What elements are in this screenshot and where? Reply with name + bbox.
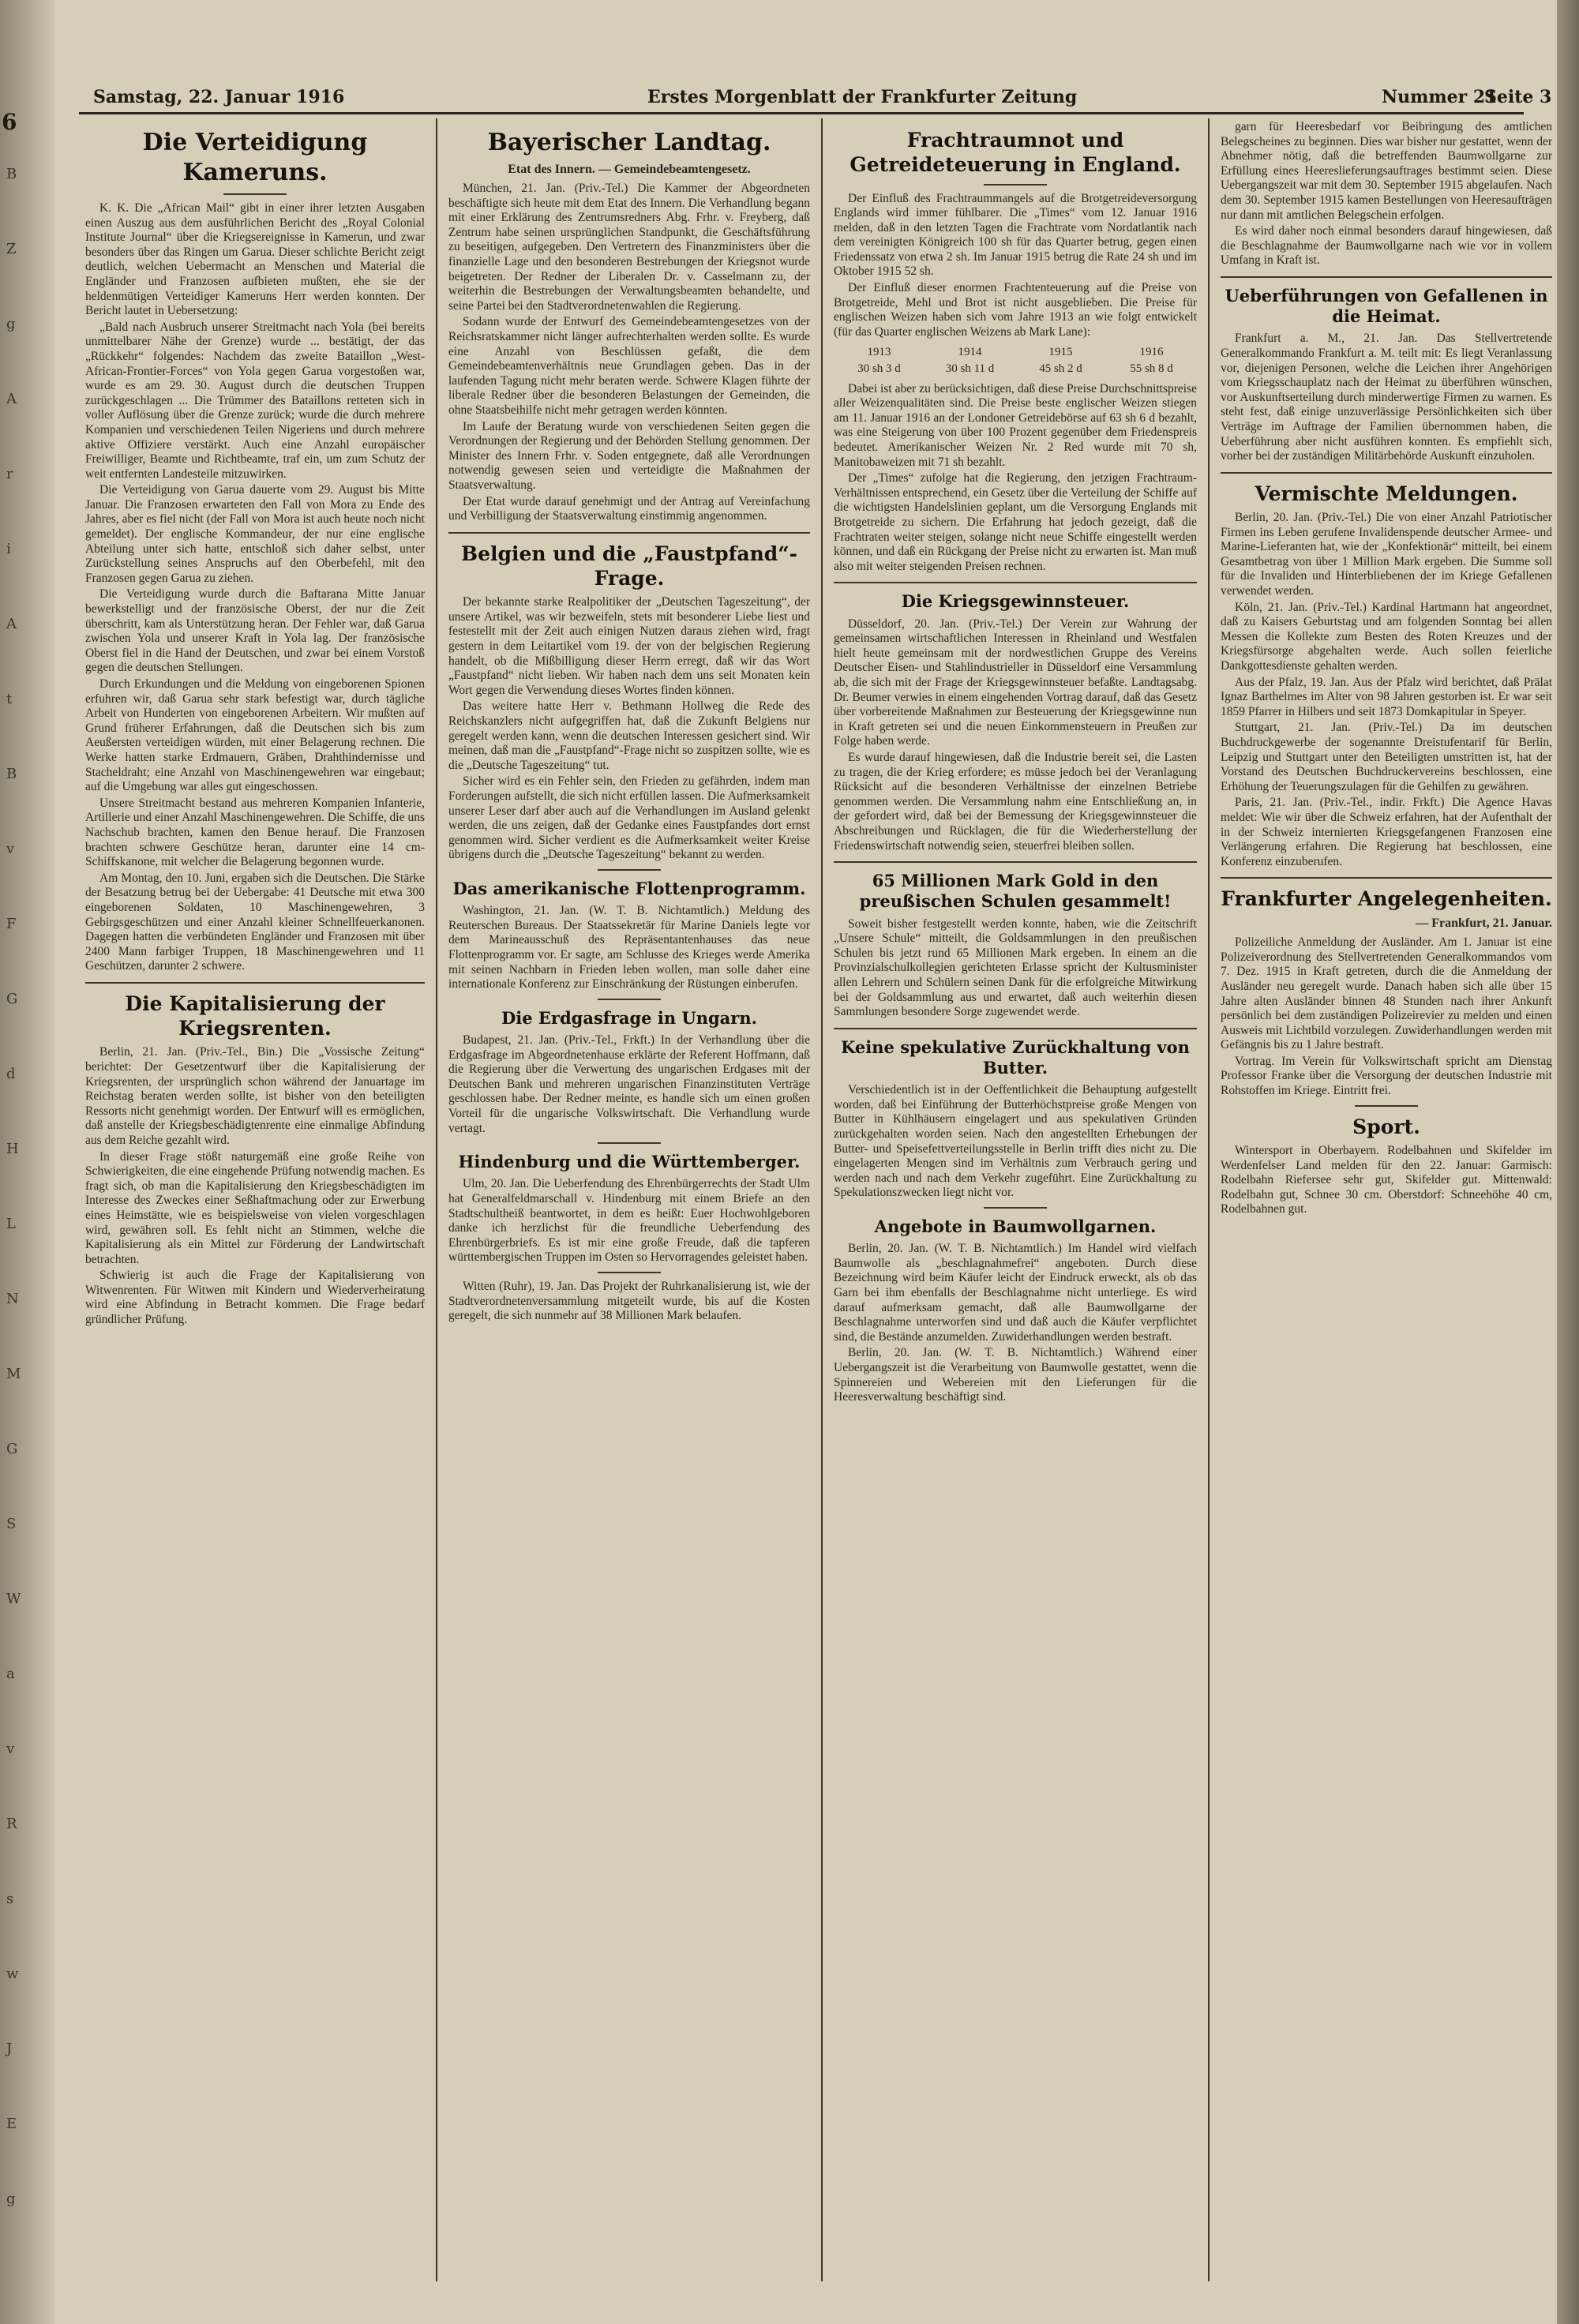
fragment-char: J (6, 2041, 13, 2057)
article-headline: 65 Millionen Mark Gold in den preußischen Schulen gesammelt! (859, 871, 1172, 912)
separator (598, 1142, 661, 1144)
separator (984, 184, 1047, 186)
paragraph: Sodann wurde der Entwurf des Gemeindebeamtengesetzes von der Reichsratskammer nicht länger aufrechterhalten werden sollte. Es wurde eine Anzahl von Beschlüssen gefaßt, die dem Gemeindebeamtenverhältnis neue Grundlagen geben. Das in der laufenden Tagung nicht mehr beraten werde. Schwere Klagen führte der liberale Redner über die besonderen Belastungen der Gemeinden, die ohne Staatsbeihilfe nicht mehr getragen werden könnten. (448, 315, 810, 417)
column-2 (448, 120, 810, 2299)
separator (85, 982, 425, 984)
column-rule (821, 118, 823, 2281)
paragraph: Die Verteidigung wurde durch die Baftarana Mitte Januar bewerkstelligt und der französische Oberst, der nur die Zeit überschritt, kam als Unterstützung heran. Der Fehler war, daß Garua zwischen Yola und unserer Kraft in Yola lag. Der französische Oberst fiel in die Hand der Deutschen, und zwar bei einem Vorstoß gegen die deutschen Stellungen. (85, 587, 425, 675)
article-body (834, 617, 1197, 854)
page-number: Seite 3 (1484, 87, 1552, 107)
article-headline: Das amerikanische Flottenprogramm. (452, 878, 806, 898)
paragraph: Aus der Pfalz, 19. Jan. Aus der Pfalz wird berichtet, daß Prälat Ignaz Barthelmes im Alter von 98 Jahren gestorben ist. Er war seit 1859 Pfarrer in Hilbers und seit 1873 Domkapitular in Speyer. (1221, 675, 1552, 718)
table-header-cell: 1913 (867, 346, 891, 359)
table-cell: 55 sh 8 d (1130, 362, 1173, 376)
article-body (448, 595, 810, 863)
paragraph: Ulm, 20. Jan. Die Ueberfendung des Ehrenbürgerrechts der Stadt Ulm hat Generalfeldmarschall v. Hindenburg mit einem Briefe an den Stadtschultheiß beantwortet, in dem es heißt: Euer Hochwohlgeboren danke ich herzlichst für die freundliche Ueberfendung des Ehrenbürgerbriefs. Es ist mir eine große Freude, daß die tapferen württembergischen Truppen im Osten so Hervorragendes geleistet haben. (448, 1177, 810, 1265)
article-headline: Frankfurter Angelegenheiten. (1221, 887, 1552, 911)
separator (598, 869, 661, 871)
paragraph: Unsere Streitmacht bestand aus mehreren Kompanien Infanterie, Artillerie und einer Anzahl Maschinengewehren. Die Schiffe, die uns Nachschub brachten, kamen den Benue herauf. Die Franzosen brachten schwere Geschütze heran, darunter eine 14 cm-Schiffskanone, mit welcher die Belagerung begonnen wurde. (85, 796, 425, 869)
article-body (1221, 332, 1552, 463)
paragraph: Berlin, 20. Jan. (W. T. B. Nichtamtlich.) Im Handel wird vielfach Baumwolle als „beschlagnahmefrei“ angeboten. Durch diese Bezeichnung wird beim Käufer leicht der Eindruck erweckt, als ob das Garn bei ihm ebenfalls der Beschlagnahme nicht unterliege. Es wird darauf aufmerksam gemacht, daß alle Baumwollgarne der Beschlagnahme unterworfen sind und daß auch die Käufer verpflichtet sind, die Bestände anzumelden. Zuwiderhandlungen werden bestraft. (834, 1242, 1197, 1344)
column-1 (85, 120, 425, 2299)
adjacent-page-number: 6 (2, 109, 17, 135)
article-body (448, 1280, 810, 1324)
separator (223, 193, 287, 195)
separator (1221, 276, 1552, 278)
article-body (448, 1177, 810, 1265)
paragraph: Der Einfluß dieser enormen Frachtenteuerung auf die Preise von Brotgetreide, Mehl und Brot ist nicht ausgeblieben. Die Preise für englischen Weizen haben sich vom Jahre 1913 an wie folgt entwickelt (für das Quarter englischen Weizens ab Mark Lane): (834, 281, 1197, 339)
paragraph: Stuttgart, 21. Jan. (Priv.-Tel.) Da im deutschen Buchdruckgewerbe der sogenannte Dreistufentarif für Berlin, Leipzig und Stuttgart unter den Beteiligten umstritten ist, hat der Vorstand des Deutschen Buchdruckervereins beschlossen, eine Erhöhung der Teuerungszulagen für die Gehilfen zu gewähren. (1221, 721, 1552, 793)
paragraph: Washington, 21. Jan. (W. T. B. Nichtamtlich.) Meldung des Reuterschen Bureaus. Der Staatssekretär für Marine Daniels legte vor dem Marineausschuß des Repräsentantenhauses das neue Flottenprogramm vor. Er sagte, am Schlusse des Krieges werde Amerika mit seinen Nachbarn in Frieden leben wollen, man solle daher eine internationale Konferenz zur Einschränkung der Rüstungen einberufen. (448, 904, 810, 991)
paragraph: Durch Erkundungen und die Meldung von eingeborenen Spionen erfuhren wir, daß Garua sehr stark befestigt war, durch tägliche Arbeit von Hunderten von eingeborenen Arbeitern. Wir mußten auf Grund früherer Erfahrungen, daß die Deutschen sich bis zum Aeußersten verteidigen würden, mit einer Belagerung rechnen. Die Werke hatten starke Erdmauern, Gräben, Drahthindernisse und Stacheldraht; eine Anzahl von Maschinengewehren war eingebaut; auf die Umgebung war alles gut eingeschossen. (85, 677, 425, 794)
paragraph: Dabei ist aber zu berücksichtigen, daß diese Preise Durchschnittspreise aller Weizenqualitäten sind. Die Preise beste englischer Weizen stiegen am 11. Januar 1916 an der Londoner Getreidebörse auf 63 sh 6 d bezahlt, was eine Steigerung von über 100 Prozent gegenüber dem Friedenspreis bedeutet. Amerikanischer Weizen Nr. 2 Red wurde mit 70 sh, Manitobaweizen mit 71 sh bezahlt. (834, 381, 1197, 469)
paragraph: Am Montag, den 10. Juni, ergaben sich die Deutschen. Die Stärke der Besatzung betrug bei der Uebergabe: 41 Deutsche mit etwa 300 eingeborenen Soldaten, 10 Maschinengewehren, 3 Gebirgsgeschützen und einer Anzahl kleiner Schnellfeuerkanonen. Dagegen hatten die verbündeten Engländer und Franzosen mit über 2400 Mann farbiger Truppen, 18 Maschinengewehren und 11 Geschützen, darunter 2 schwere. (85, 871, 425, 973)
separator (1221, 472, 1552, 474)
article-headline: Hindenburg und die Württemberger. (458, 1152, 801, 1172)
grain-price-table (834, 344, 1197, 377)
fragment-char: E (6, 2116, 17, 2132)
fragment-char: A (6, 616, 17, 632)
paragraph: Frankfurt a. M., 21. Jan. Das Stellvertretende Generalkommando Frankfurt a. M. teilt mit: Es liegt Veranlassung vor, diejenigen Personen, welche die Leichen ihrer Angehörigen vom Kriegsschauplatz nach der Heimat zu überführen wünschen, vor Auskunftserteilung durch minderwertige Firmen zu warnen. Es steht fest, daß einige unzuverlässige Persönlichkeiten sich über Verträge im Auftrage der Familien übernommen haben, die Ueberführung aber nicht ausführen konnten. Es empfiehlt sich, vorher bei der zuständigen Militärbehörde Auskunft einzuholen. (1221, 332, 1552, 463)
fragment-char: R (6, 1816, 17, 1832)
paragraph: In dieser Frage stößt naturgemäß eine große Reihe von Schwierigkeiten, die eine eingehende Prüfung notwendig machen. Es fragt sich, ob man die Kapitalisierung den Kriegsbeschädigten im Interesse des Zweckes einer Seßhaftmachung oder zur Erwerbung eines Heimstätte, wie es beispielsweise von vielen vorgeschlagen wird, gewähren soll. Es fehlt nicht an Stimmen, welche die Kapitalisierung als ein Mittel zur Förderung der Landwirtschaft betrachten. (85, 1149, 425, 1266)
fragment-char: G (6, 1441, 18, 1457)
masthead-title: Erstes Morgenblatt der Frankfurter Zeitung (647, 87, 1078, 107)
paragraph: „Bald nach Ausbruch unserer Streitmacht nach Yola (bei bereits unmittelbarer Nähe der Grenze) wurde ... bestätigt, der das „Rückkehr“ folgendes: Nachdem das zweite Bataillon „West-African-Frontier-Forces“ von Yola gegen Garua vorgestoßen war, wurde es am 29. 30. August durch die deutschen Truppen zurückgeschlagen ... Die Trümmer des Bataillons retteten sich in voller Auflösung über die Grenze zurück; wurde die durch mehrere Kompanien und verschiedenen Teilen Nigeriens und durch mehrere aktive Offiziere verstärkt. Auch eine Anzahl europäischer Freiwilliger, Beamte und Richtbeamte, traf ein, um zum Schutz der weit entfernten Landesteile mitzuwirken. (85, 320, 425, 481)
article-body (1221, 935, 1552, 1099)
article-body (834, 1242, 1197, 1405)
separator (984, 1207, 1047, 1209)
table-cell: 30 sh 11 d (945, 362, 995, 376)
header-rule (79, 112, 1524, 114)
paragraph: Der „Times“ zufolge hat die Regierung, den jetzigen Frachtraum-Verhältnissen entsprechend, ein Gesetz über die Verteilung der Schiffe auf die wichtigsten Handelslinien geplant, um die Versorgung Englands mit Brotgetreide zu sichern. Die Erfahrung hat jedoch gezeigt, daß die Frachtraten weiter steigen, solange nicht neue Schiffe eingestellt werden können, und daß ein Rückgang der Preise nicht zu erwarten ist. Man muß also mit weiter steigenden Preisen rechnen. (834, 471, 1197, 573)
paragraph: Es wird daher noch einmal besonders darauf hingewiesen, daß die Beschlagnahme der Baumwollgarne nach wie vor in vollem Umfang in Kraft ist. (1221, 224, 1552, 268)
article-body (448, 904, 810, 992)
paragraph: Wintersport in Oberbayern. Rodelbahnen und Skifelder im Werdenfelser Land melden für den 22. Januar: Garmisch: Rodelbahn Riefersee sehr gut, Skifelder gut. Mittenwald: Rodelbahn gut, Schnee 30 cm. Oberstdorf: Schneehöhe 40 cm, Rodelbahnen gut. (1221, 1143, 1552, 1216)
table-cell: 30 sh 3 d (857, 362, 901, 376)
paragraph: Verschiedentlich ist in der Oeffentlichkeit die Behauptung aufgestellt worden, daß bei Einführung der Butterhöchstpreise große Mengen von Butter in Kühlhäusern eingelagert und aus spekulativen Gründen zurückgehalten worden seien. Nach den angestellten Erhebungen der Butter- und Speisefettverteilungsstelle in Berlin trifft dies nicht zu. Die eingelagerten Mengen sind im Verhältnis zum Verbrauch gering und werden nach und nach dem Verkehr zugeführt. Eine Zurückhaltung zu Spekulationszwecken liegt nicht vor. (834, 1083, 1197, 1200)
fragment-char: G (6, 991, 18, 1007)
fragment-char: B (6, 166, 17, 182)
paragraph: Soweit bisher festgestellt werden konnte, haben, wie die Zeitschrift „Unsere Schule“ mitteilt, die Goldsammlungen in den preußischen Schulen bis jetzt rund 65 Millionen Mark ergeben. In einem an die Provinzialschulkollegien gerichteten Erlasse spricht der Kultusminister allen Lehrern und Schülern seinen Dank für die erfolgreiche Mitwirkung bei der Goldsammlung aus und erwartet, daß auch weiterhin diesen Sammlungen besondere Sorge zugewendet werde. (834, 916, 1197, 1019)
fragment-char: L (6, 1216, 16, 1232)
paragraph: Witten (Ruhr), 19. Jan. Das Projekt der Ruhrkanalisierung ist, wie der Stadtverordnetenversammlung mitgeteilt wurde, bis auf die Kosten geregelt, die sich nunmehr auf 38 Millionen Mark belaufen. (448, 1279, 810, 1323)
paragraph: Sicher wird es ein Fehler sein, den Frieden zu gefährden, indem man Forderungen aufstellt, die sich nicht erfüllen lassen. Die Aufmerksamkeit unserer Leser darf aber auch auf die Verhandlungen im Ausland gelenkt werden, die uns zeigen, daß der Gedanke eines Faustpfandes dort ernst genommen wird. Sicher verdient es die Aufmerksamkeit weiter Kreise übrigens durch die „Deutsche Tageszeitung“ bekannt zu werden. (448, 774, 810, 862)
article-dateline: — Frankfurt, 21. Januar. (1416, 916, 1552, 930)
issue-date: Samstag, 22. Januar 1916 (93, 87, 345, 107)
column-rule (1208, 118, 1210, 2281)
separator (448, 532, 810, 534)
paragraph: Die Verteidigung von Garua dauerte vom 29. August bis Mitte Januar. Die Franzosen erwarteten den Fall von Mora zu Ende des Jahres, aber es fiel nicht (der Fall von Mora ist auch heute noch nicht gemeldet). Der englische Kommandeur, der nur eine englische Abteilung unter sich hatte, entschloß sich daher selbst, unter Zurückstellung seines Anspruchs auf den Oberbefehl, mit den Franzosen gegen Garua zu ziehen. (85, 483, 425, 585)
table-cell: 45 sh 2 d (1039, 362, 1082, 376)
article-headline: Ueberführungen von Gefallenen in die Heimat. (1225, 285, 1548, 327)
paragraph: Paris, 21. Jan. (Priv.-Tel., indir. Frkft.) Die Agence Havas meldet: Wie wir über die Schweiz erfahren, hat der Aufenthalt der in der Schweiz internierten Kriegsgefangenen Franzosen eine Verlängerung erfahren. Die Regierung hat beschlossen, eine Konferenz einzuberufen. (1221, 796, 1552, 868)
issue-number: Nummer 21 (1382, 87, 1498, 107)
table-header-cell: 1916 (1139, 346, 1164, 359)
paragraph: Berlin, 20. Jan. (W. T. B. Nichtamtlich.) Während einer Uebergangszeit ist die Verarbeitung von Baumwolle gestattet, wenn die Spinnereien und Webereien mit den Lieferungen für die Heeresverwaltung beschäftigt sind. (834, 1346, 1197, 1404)
article-body (1221, 120, 1552, 268)
fragment-char: s (6, 1891, 14, 1907)
separator (598, 999, 661, 1000)
article-body (1221, 1144, 1552, 1217)
paragraph: Der bekannte starke Realpolitiker der „Deutschen Tageszeitung“, der unsere Artikel, was wir bezweifeln, stets mit besonderer Liebe liest und festestellt mit der Zeit auch einigen Nutzen daraus ziehen wird, fragt gestern in dem Leitartikel vom 19. der von der belgischen Regierung handelt, ob die Mißbilligung dieser Herrn erregt, daß wir das Wort „Faustpfand“ nicht lieben. Wir haben nach dem uns seit Monaten kein Wort gegen die Verwendung dieses Wortes finden können. (448, 595, 810, 697)
fragment-char: a (6, 1666, 15, 1682)
fragment-char: r (6, 466, 13, 482)
fragment-char: S (6, 1516, 17, 1532)
article-body (85, 201, 425, 974)
adjacent-page-fragment (0, 0, 55, 2324)
fragment-char: Z (6, 241, 17, 257)
paragraph: Budapest, 21. Jan. (Priv.-Tel., Frkft.) In der Verhandlung über die Erdgasfrage im Abgeordnetenhause erklärte der Referent Hoffmann, daß die Regierung über die Verwertung des ungarischen Erdgases mit der Deutschen Bank und mehreren ungarischen Finanzinstituten Verträge geschlossen habe. Der Redner meinte, es handle sich um einen großen Vorteil für die ungarische Volkswirtschaft. Die Verhandlung wurde vertagt. (448, 1033, 810, 1135)
separator (834, 861, 1197, 863)
article-body (834, 192, 1197, 340)
paragraph: Das weitere hatte Herr v. Bethmann Hollweg die Rede des Reichskanzlers nicht aufgegriffen hat, daß die Zukunft Belgiens nur geregelt werden kann, wenn die deutschen Interessen gesichert sind. Wir meinen, daß man die „Faustpfand“-Frage nicht so zuspitzen sollte, wie es die „Deutsche Tageszeitung“ tut. (448, 699, 810, 772)
article-headline: Belgien und die „Faustpfand“-Frage. (460, 542, 798, 590)
separator (598, 1272, 661, 1273)
fragment-char: d (6, 1066, 16, 1082)
article-headline: Die Kriegsgewinnsteuer. (901, 591, 1130, 612)
paragraph: Köln, 21. Jan. (Priv.-Tel.) Kardinal Hartmann hat angeordnet, daß zu Kaisers Geburtstag und am folgenden Sonntag bei allen Messen die Kollekte zum Besten des Roten Kreuzes und der Kriegsfürsorge abgehalten werde. Auch sollen feierliche Dankgottesdienste gehalten werden. (1221, 600, 1552, 673)
separator (834, 1028, 1197, 1029)
paragraph: Vortrag. Im Verein für Volkswirtschaft spricht am Dienstag Professor Franke über die Versorgung der deutschen Industrie mit Rohstoffen im Kriege. Eintritt frei. (1221, 1054, 1552, 1098)
fragment-char: A (6, 391, 17, 407)
article-headline: Die Erdgasfrage in Ungarn. (501, 1007, 757, 1028)
fragment-char: H (6, 1141, 19, 1157)
article-headline: Die Kapitalisierung der Kriegsrenten. (125, 991, 385, 1040)
article-headline: Frachtraumnot und Getreideteuerung in England. (850, 129, 1181, 177)
separator (1221, 877, 1552, 879)
article-headline: Angebote in Baumwollgarnen. (874, 1216, 1157, 1236)
article-body (834, 917, 1197, 1020)
article-body (85, 1045, 425, 1327)
paragraph: Berlin, 20. Jan. (Priv.-Tel.) Die von einer Anzahl Patriotischer Firmen ins Leben gerufene Invalidenspende deutscher Armee- und Marine-Lieferanten hat, wie der „Konfektionär“ mitteilt, bei einem Gesamtbetrag von über 1 Million Mark ergeben. Die Summe soll für die Invaliden und Hinterbliebenen der im Kriege Gefallenen verwendet werden. (1221, 511, 1552, 598)
article-body (448, 1033, 810, 1136)
fragment-char: N (6, 1291, 19, 1307)
fragment-char: w (6, 1966, 19, 1982)
paragraph: Berlin, 21. Jan. (Priv.-Tel., Bin.) Die „Vossische Zeitung“ berichtet: Der Gesetzentwurf über die Kapitalisierung der Kriegsrenten, der ursprünglich schon während der Januartage im Reichstag beraten werden sollte, ist bisher von den beteiligten Ressorts nicht genehmigt worden. Der Entwurf will es ermöglichen, daß anstelle der Kriegsbeschädigtenrente eine einmalige Abfindung aus dem Reiche gezahlt wird. (85, 1045, 425, 1147)
paragraph: garn für Heeresbedarf vor Beibringung des amtlichen Belegscheines zu beginnen. Dies war bisher nur gestattet, wenn der Abnehmer nötig, daß die betreffenden Baumwollgarne zur Erfüllung eines Heereslieferungsauftrages bestimmt seien. Diese Uebergangszeit war mit dem 30. September 1915 abgelaufen. Nach dem 30. September 1915 kamen Bestellungen von Heeresaufträgen nur dann mit amtlichen Belegschein erfolgen. (1221, 120, 1552, 222)
paragraph: Es wurde darauf hingewiesen, daß die Industrie bereit sei, die Lasten zu tragen, die der Krieg erfordere; es müsse jedoch bei der Veranlagung Rücksicht auf die besonderen Verhältnisse der einzelnen Betriebe genommen werden. Die Versammlung nahm eine Entschließung an, in der gefordert wird, daß bei der Bemessung der Kriegsgewinnsteuer die Abschreibungen und Rücklagen, die für die Wiederherstellung der Friedenswirtschaft notwendig seien, steuerfrei bleiben sollen. (834, 750, 1197, 853)
fragment-char: t (6, 691, 13, 707)
fragment-char: F (6, 916, 17, 932)
article-body (834, 1083, 1197, 1201)
article-subhead: Etat des Innern. — Gemeindebeamtengesetz. (508, 162, 751, 176)
article-body (834, 382, 1197, 575)
article-headline: Bayerischer Landtag. (487, 129, 771, 156)
fragment-char: v (6, 841, 15, 857)
fragment-char: v (6, 1741, 15, 1757)
article-headline: Die Verteidigung Kameruns. (142, 129, 368, 186)
paragraph: K. K. Die „African Mail“ gibt in einer ihrer letzten Ausgaben einen Auszug aus dem ausführlichen Bericht des „Royal Colonial Institute Journal“ über die Kriegsereignisse in Kamerun, und zwar besonders über das Ringen um Garua. Dieser schlichte Bericht zeigt deutlich, welchen Uebermacht an Menschen und Material die Engländer und Franzosen aufbieten mußten, ehe sie der heldenmütigen Verteidiger Kameruns Herr werden konnten. Der Bericht lautet in Uebersetzung: (85, 201, 425, 318)
column-rule (436, 118, 437, 2281)
fragment-char: i (6, 541, 11, 557)
paragraph: Polizeiliche Anmeldung der Ausländer. Am 1. Januar ist eine Polizeiverordnung des Stellvertretenden Generalkommandos vom 7. Dez. 1915 in Kraft getreten, durch die die Anmeldung der Ausländer neu geregelt wurde. Danach haben sich alle über 15 Jahre alten Ausländer binnen 48 Stunden nach ihrer Ankunft persönlich bei dem zuständigen Polizeirevier zu melden und einen Ausweis mit Lichtbild vorzulegen. Zuwiderhandlungen werden mit Gefängnis bis zu 1 Jahre bestraft. (1221, 935, 1552, 1052)
table-header-cell: 1914 (958, 346, 982, 359)
separator (1355, 1105, 1418, 1107)
page-edge-shadow (1557, 0, 1579, 2324)
fragment-char: g (6, 2191, 16, 2207)
article-body (448, 182, 810, 524)
table-header-cell: 1915 (1048, 346, 1073, 359)
separator (834, 582, 1197, 583)
fragment-char: W (6, 1591, 21, 1607)
column-4 (1221, 120, 1552, 2299)
paragraph: Im Laufe der Beratung wurde von verschiedenen Seiten gegen die Verordnungen der Regierung und der Behörden Stellung genommen. Der Minister des Innern Frhr. v. Soden entgegnete, daß alle Verordnungen notwendig gewesen seien und verteidigte die Maßnahmen der Staatsverwaltung. (448, 419, 810, 492)
paragraph: Düsseldorf, 20. Jan. (Priv.-Tel.) Der Verein zur Wahrung der gemeinsamen wirtschaftlichen Interessen in Rheinland und Westfalen hielt heute gemeinsam mit der nordwestlichen Gruppe des Vereins Deutscher Eisen- und Stahlindustrieller in Düsseldorf eine Versammlung ab, die sich mit der Frage der Kriegsgewinnsteuer befaßte. Landtagsabg. Dr. Beumer verwies in einem eingehenden Vortrag darauf, daß das Gesetz über vorbereitende Maßnahmen zur Besteuerung der Kriegsgewinne nun in Kraft getreten sei und die neuen Einkommensteuern in Preußen zur Folge haben werde. (834, 617, 1197, 748)
fragment-char: M (6, 1366, 21, 1382)
article-body (1221, 511, 1552, 869)
paragraph: Der Einfluß des Frachtraummangels auf die Brotgetreideversorgung Englands wird immer fühlbarer. Die „Times“ vom 12. Januar 1916 melden, daß in den letzten Tagen die Frachtrate vom Nordatlantik nach dem vereinigten Königreich 100 sh für das Quarter betrug, gegen einen Friedenssatz von etwa 2 sh. Im Januar 1915 betrug die Rate 24 sh und im Oktober 1915 52 sh. (834, 191, 1197, 279)
column-3 (834, 120, 1197, 2299)
article-headline: Keine spekulative Zurückhaltung von Butter. (841, 1036, 1190, 1078)
article-headline: Sport. (1352, 1115, 1420, 1138)
fragment-char: B (6, 766, 17, 782)
paragraph: Schwierig ist auch die Frage der Kapitalisierung von Witwenrenten. Für Witwen mit Kindern und Wiederverheiratung wird eine Abfindung in Betracht kommen. Die Frage bedarf gründlicher Prüfung. (85, 1269, 425, 1327)
paragraph: München, 21. Jan. (Priv.-Tel.) Die Kammer der Abgeordneten beschäftigte sich heute mit dem Etat des Innern. Die Verhandlung begann mit einer Erklärung des Zentrumsredners Abg. Frhr. v. Freyberg, daß Zentrum habe seinen ursprünglichen Standpunkt, die Geschäftsführung zu beseitigen, aufgegeben. Den Vertretern des Finanzministers über die finanzielle Lage und den besonderen Bestrebungen der Kriegsnot wurde beigetreten. Der Redner der Liberalen Dr. v. Casselmann zu, der weiterhin die Bestrebungen der Verwaltungsbeamten behandelte, und seine Partei bei den Stadtverordnetenwahlen die Regierung. (448, 182, 810, 313)
article-headline: Vermischte Meldungen. (1255, 482, 1518, 505)
paragraph: Der Etat wurde darauf genehmigt und der Antrag auf Vereinfachung und Verbilligung der Staatsverwaltung einstimmig angenommen. (448, 494, 810, 523)
masthead-line (79, 85, 1552, 112)
fragment-char: g (6, 316, 16, 332)
